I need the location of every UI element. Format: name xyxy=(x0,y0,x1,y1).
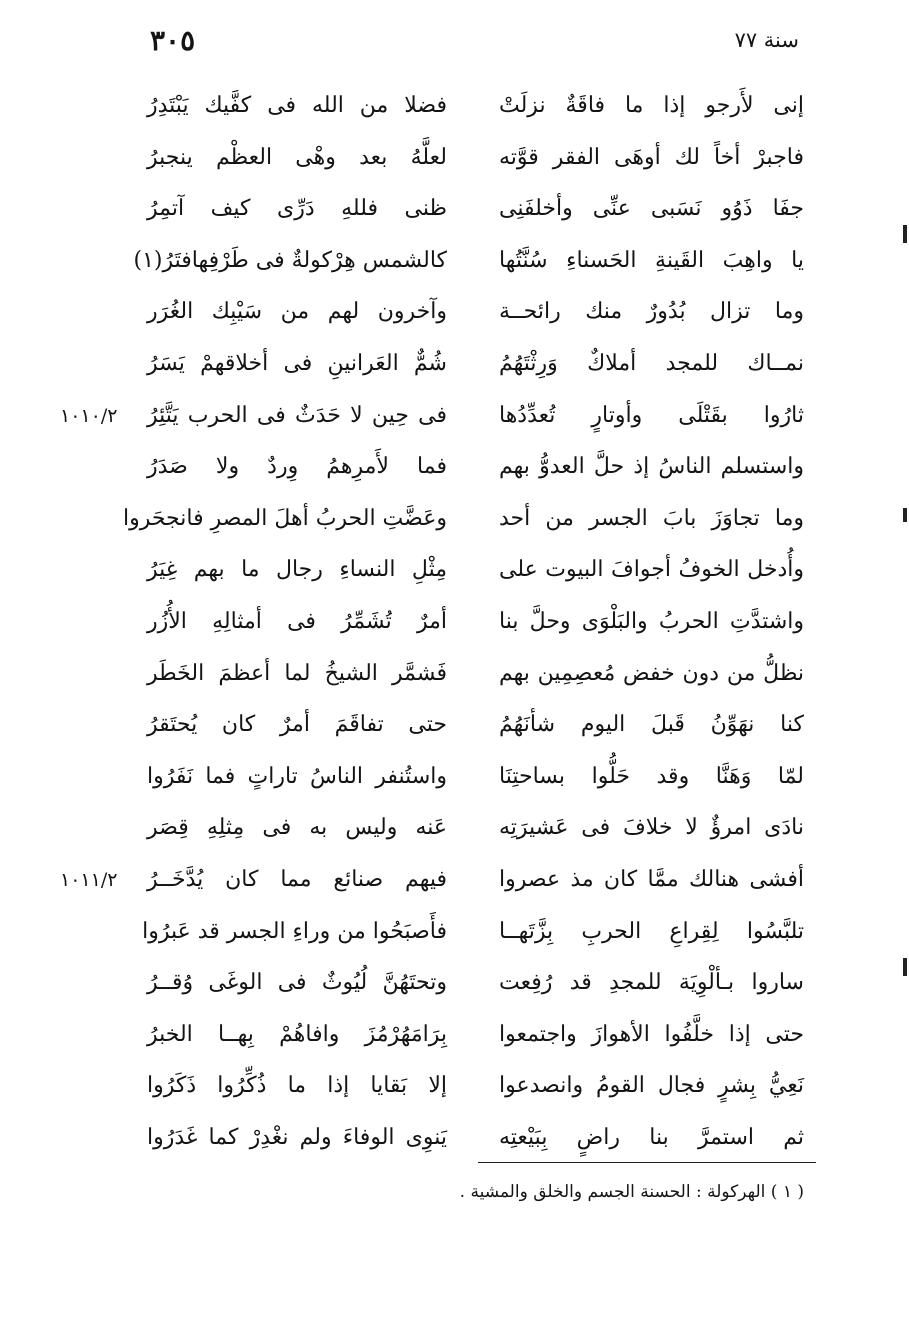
second-hemistich: بِرَامَهُرْمُزَ وافاهُمْ بِهــا الخبرُ xyxy=(147,1021,447,1047)
page-header xyxy=(0,24,909,68)
second-hemistich: حتى تفاقَمَ أمرٌ كان يُحتَقرُ xyxy=(147,712,447,738)
first-hemistich: نظلُّ من دون خفض مُعصِمِين بهم xyxy=(499,660,804,686)
margin-reference: ١٠١١/٢ xyxy=(60,869,118,891)
second-hemistich: وعَضَّتِ الحربُ أهلَ المصرِ فانجحَروا xyxy=(122,505,447,531)
verse-line xyxy=(0,390,909,442)
first-hemistich: وما تجاوَزَ بابَ الجسر من أحد xyxy=(499,505,804,531)
first-hemistich: نادَى امرؤٌ لا خلافَ فى عَشيرَتِه xyxy=(499,815,804,841)
second-hemistich: لعلَّهُ بعد وهْى العظْم ينجبرُ xyxy=(147,144,447,170)
first-hemistich: تلبَّسُوا لِقِراعِ الحربِ بِزَّتَهــا xyxy=(499,918,804,944)
footnote: ( ١ ) الهركولة : الحسنة الجسم والخلق والمشية . xyxy=(459,1182,804,1202)
first-hemistich: ثارُوا بقَتْلَى وأوتارٍ تُعدِّدُها xyxy=(499,402,804,428)
verse-line xyxy=(0,648,909,700)
verse-line xyxy=(0,1112,909,1164)
first-hemistich: وما تزال بُدُورٌ منك رائحــة xyxy=(499,299,804,325)
margin-reference: ١٠١٠/٢ xyxy=(60,404,118,427)
second-hemistich: فى حِين لا حَدَثٌ فى الحرب يَتَّئِرُ xyxy=(147,402,447,428)
page-number: ٣٠٥ xyxy=(150,24,196,57)
scan-edge-mark xyxy=(903,225,907,243)
first-hemistich: أفشى هنالك ممَّا كان مذ عصروا xyxy=(499,867,804,892)
verse-line xyxy=(0,493,909,545)
first-hemistich: إنى لأَرجو إذا ما فاقَةٌ نزلَتْ xyxy=(499,93,804,118)
verse-line xyxy=(0,286,909,338)
verse-line xyxy=(0,1009,909,1061)
verse-line xyxy=(0,132,909,184)
second-hemistich: فضلا من الله فى كفَّيك يَبْتَدِرُ xyxy=(147,93,447,118)
verse-line xyxy=(0,854,909,906)
scan-edge-mark xyxy=(903,958,907,976)
second-hemistich: إلا بَقايا إذا ما ذُكِّرُوا ذَكَرُوا xyxy=(147,1073,447,1099)
second-hemistich: كالشمس هِرْكولةٌ فى طَرْفِهافتَرُ(١) xyxy=(133,247,447,273)
running-head-year: سنة ٧٧ xyxy=(734,28,799,52)
first-hemistich: ساروا بـألْوِيَة للمجدِ قد رُفِعت xyxy=(499,970,804,996)
first-hemistich: فاجبرْ أخاً لك أوهَى الفقر قوَّته xyxy=(499,144,804,170)
verse-line xyxy=(0,544,909,596)
verse-line xyxy=(0,699,909,751)
second-hemistich: فما لأَمرِهمُ وِردٌ ولا صَدَرُ xyxy=(147,454,447,480)
second-hemistich: وتحتَهُنَّ لُيُوثٌ فى الوغَى وُقــرُ xyxy=(147,970,447,996)
second-hemistich: شُمٌّ العَرانينِ فى أخلاقهمْ يَسَرُ xyxy=(147,351,447,376)
verse-line xyxy=(0,957,909,1009)
first-hemistich: لمّا وَهَنَّا وقد حَلُّوا بساحتِنَا xyxy=(499,763,804,789)
second-hemistich: عَنه وليس به فى مِثلِهِ قِصَر xyxy=(147,815,447,841)
verse-line xyxy=(0,1060,909,1112)
footnote-divider xyxy=(478,1162,816,1163)
verse-line xyxy=(0,751,909,803)
first-hemistich: كنا نهَوِّنُ قَبلَ اليوم شأنَهُمُ xyxy=(499,712,804,738)
second-hemistich: أمرٌ تُشَمِّرُ فى أمثالِهِ الأُزُر xyxy=(147,609,447,634)
second-hemistich: وآخرون لهم من سَيْبِك الغُرَر xyxy=(147,299,447,325)
scan-edge-mark xyxy=(903,508,907,522)
first-hemistich: واشتدَّتِ الحربُ والبَلْوَى وحلَّ بنا xyxy=(499,609,804,634)
second-hemistich: فَشمَّر الشيخُ لما أعظمَ الخَطَر xyxy=(147,660,447,686)
first-hemistich: حتى إذا خلَّفُوا الأهوازَ واجتمعوا xyxy=(499,1021,804,1047)
verse-line xyxy=(0,183,909,235)
first-hemistich: جفَا ذَوُو نَسَبى عنِّى وأخلفَنِى xyxy=(499,196,804,222)
verse-line xyxy=(0,338,909,390)
first-hemistich: نَعِيُّ بِشرٍ فجال القومُ وانصدعوا xyxy=(499,1073,804,1099)
first-hemistich: وأُدخل الخوفُ أجوافَ البيوت على xyxy=(499,557,804,583)
second-hemistich: مِثْلِ النساءِ رجال ما بهم غِيَرُ xyxy=(147,557,447,583)
second-hemistich: ظنى فللهِ دَرِّى كيف آتمِرُ xyxy=(147,196,447,222)
second-hemistich: واستُنفر الناسُ تاراتٍ فما نَفَرُوا xyxy=(147,763,447,789)
verse-line xyxy=(0,596,909,648)
verse-line xyxy=(0,80,909,132)
first-hemistich: ثم استمرَّ بنا راضٍ بِبَيْعتِه xyxy=(499,1125,804,1150)
second-hemistich: فأَصبَحُوا من وراءِ الجسر قد عَبرُوا xyxy=(142,918,447,944)
first-hemistich: يا واهِبَ القَينةِ الحَسناءِ سُنَّتُها xyxy=(499,247,804,273)
second-hemistich: يَنوِى الوفاءَ ولم نغْدِرْ كما غَدَرُوا xyxy=(147,1125,447,1150)
verse-line xyxy=(0,802,909,854)
first-hemistich: نمــاك للمجد أملاكٌ وَرِثْتَهُمُ xyxy=(499,351,804,376)
first-hemistich: واستسلم الناسُ إذ حلَّ العدوُّ بهم xyxy=(499,454,804,480)
verse-line xyxy=(0,235,909,287)
verse-line xyxy=(0,906,909,958)
verse-line xyxy=(0,441,909,493)
second-hemistich: فيهم صنائع مما كان يُدَّخَــرُ xyxy=(147,867,447,892)
